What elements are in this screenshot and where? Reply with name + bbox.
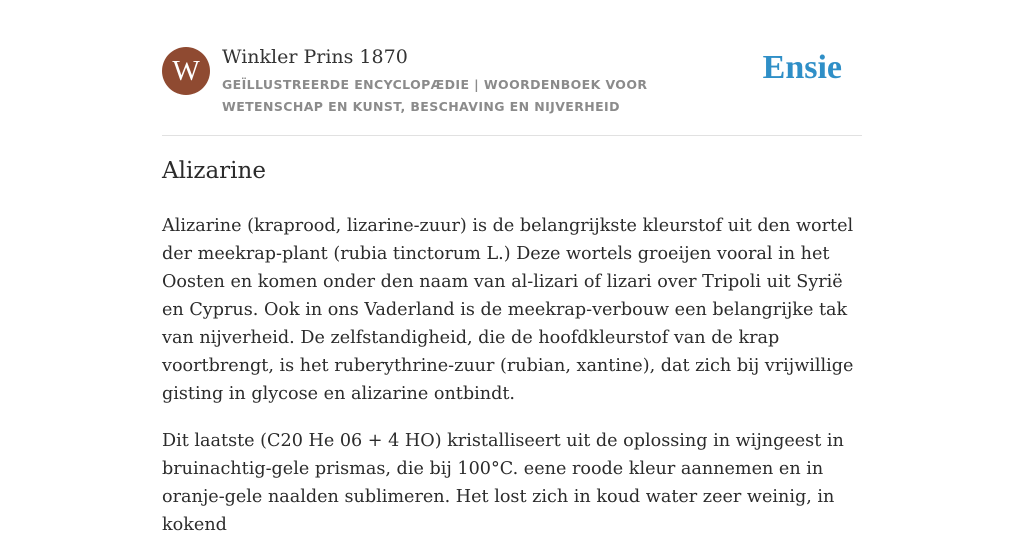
header-divider — [162, 135, 862, 136]
article-title: Alizarine — [162, 158, 266, 184]
source-title[interactable]: Winkler Prins 1870 — [222, 46, 408, 68]
article-paragraph: Alizarine (kraprood, lizarine-zuur) is de belangrijkste kleurstof uit den wortel der meekrap-plant (rubia tinctorum L.) Deze wortels groeijen vooral in het Oosten en komen onder den naam van al-lizari of lizari over Tripoli uit Syrië en Cyprus. Ook in ons Vaderland is de meekrap-verbouw een belangrijke tak van nijverheid. De zelfstandigheid, die de hoofdkleurstof van de krap voortbrengt, is het ruberythrine-zuur (rubian, xantine), dat zich bij vrijwillige gisting in glycose en alizarine ontbindt. — [162, 216, 854, 404]
source-avatar[interactable]: W — [162, 47, 210, 95]
source-header — [162, 44, 862, 124]
source-subtitle: GEÏLLUSTREERDE ENCYCLOPÆDIE | WOORDENBOEK VOOR WETENSCHAP EN KUNST, BESCHAVING EN NIJVERHEID — [222, 77, 648, 114]
article-paragraph: Dit laatste (C20 He 06 + 4 HO) kristalliseert uit de oplossing in wijngeest in bruinachtig-gele prismas, die bij 100°C. eene roode kleur aannemen en in oranje-gele naalden sublimeren. Het lost zich in koud water zeer weinig, in kokend — [162, 431, 844, 535]
article-body — [162, 212, 862, 558]
ensie-logo-link[interactable]: Ensie — [762, 49, 842, 86]
